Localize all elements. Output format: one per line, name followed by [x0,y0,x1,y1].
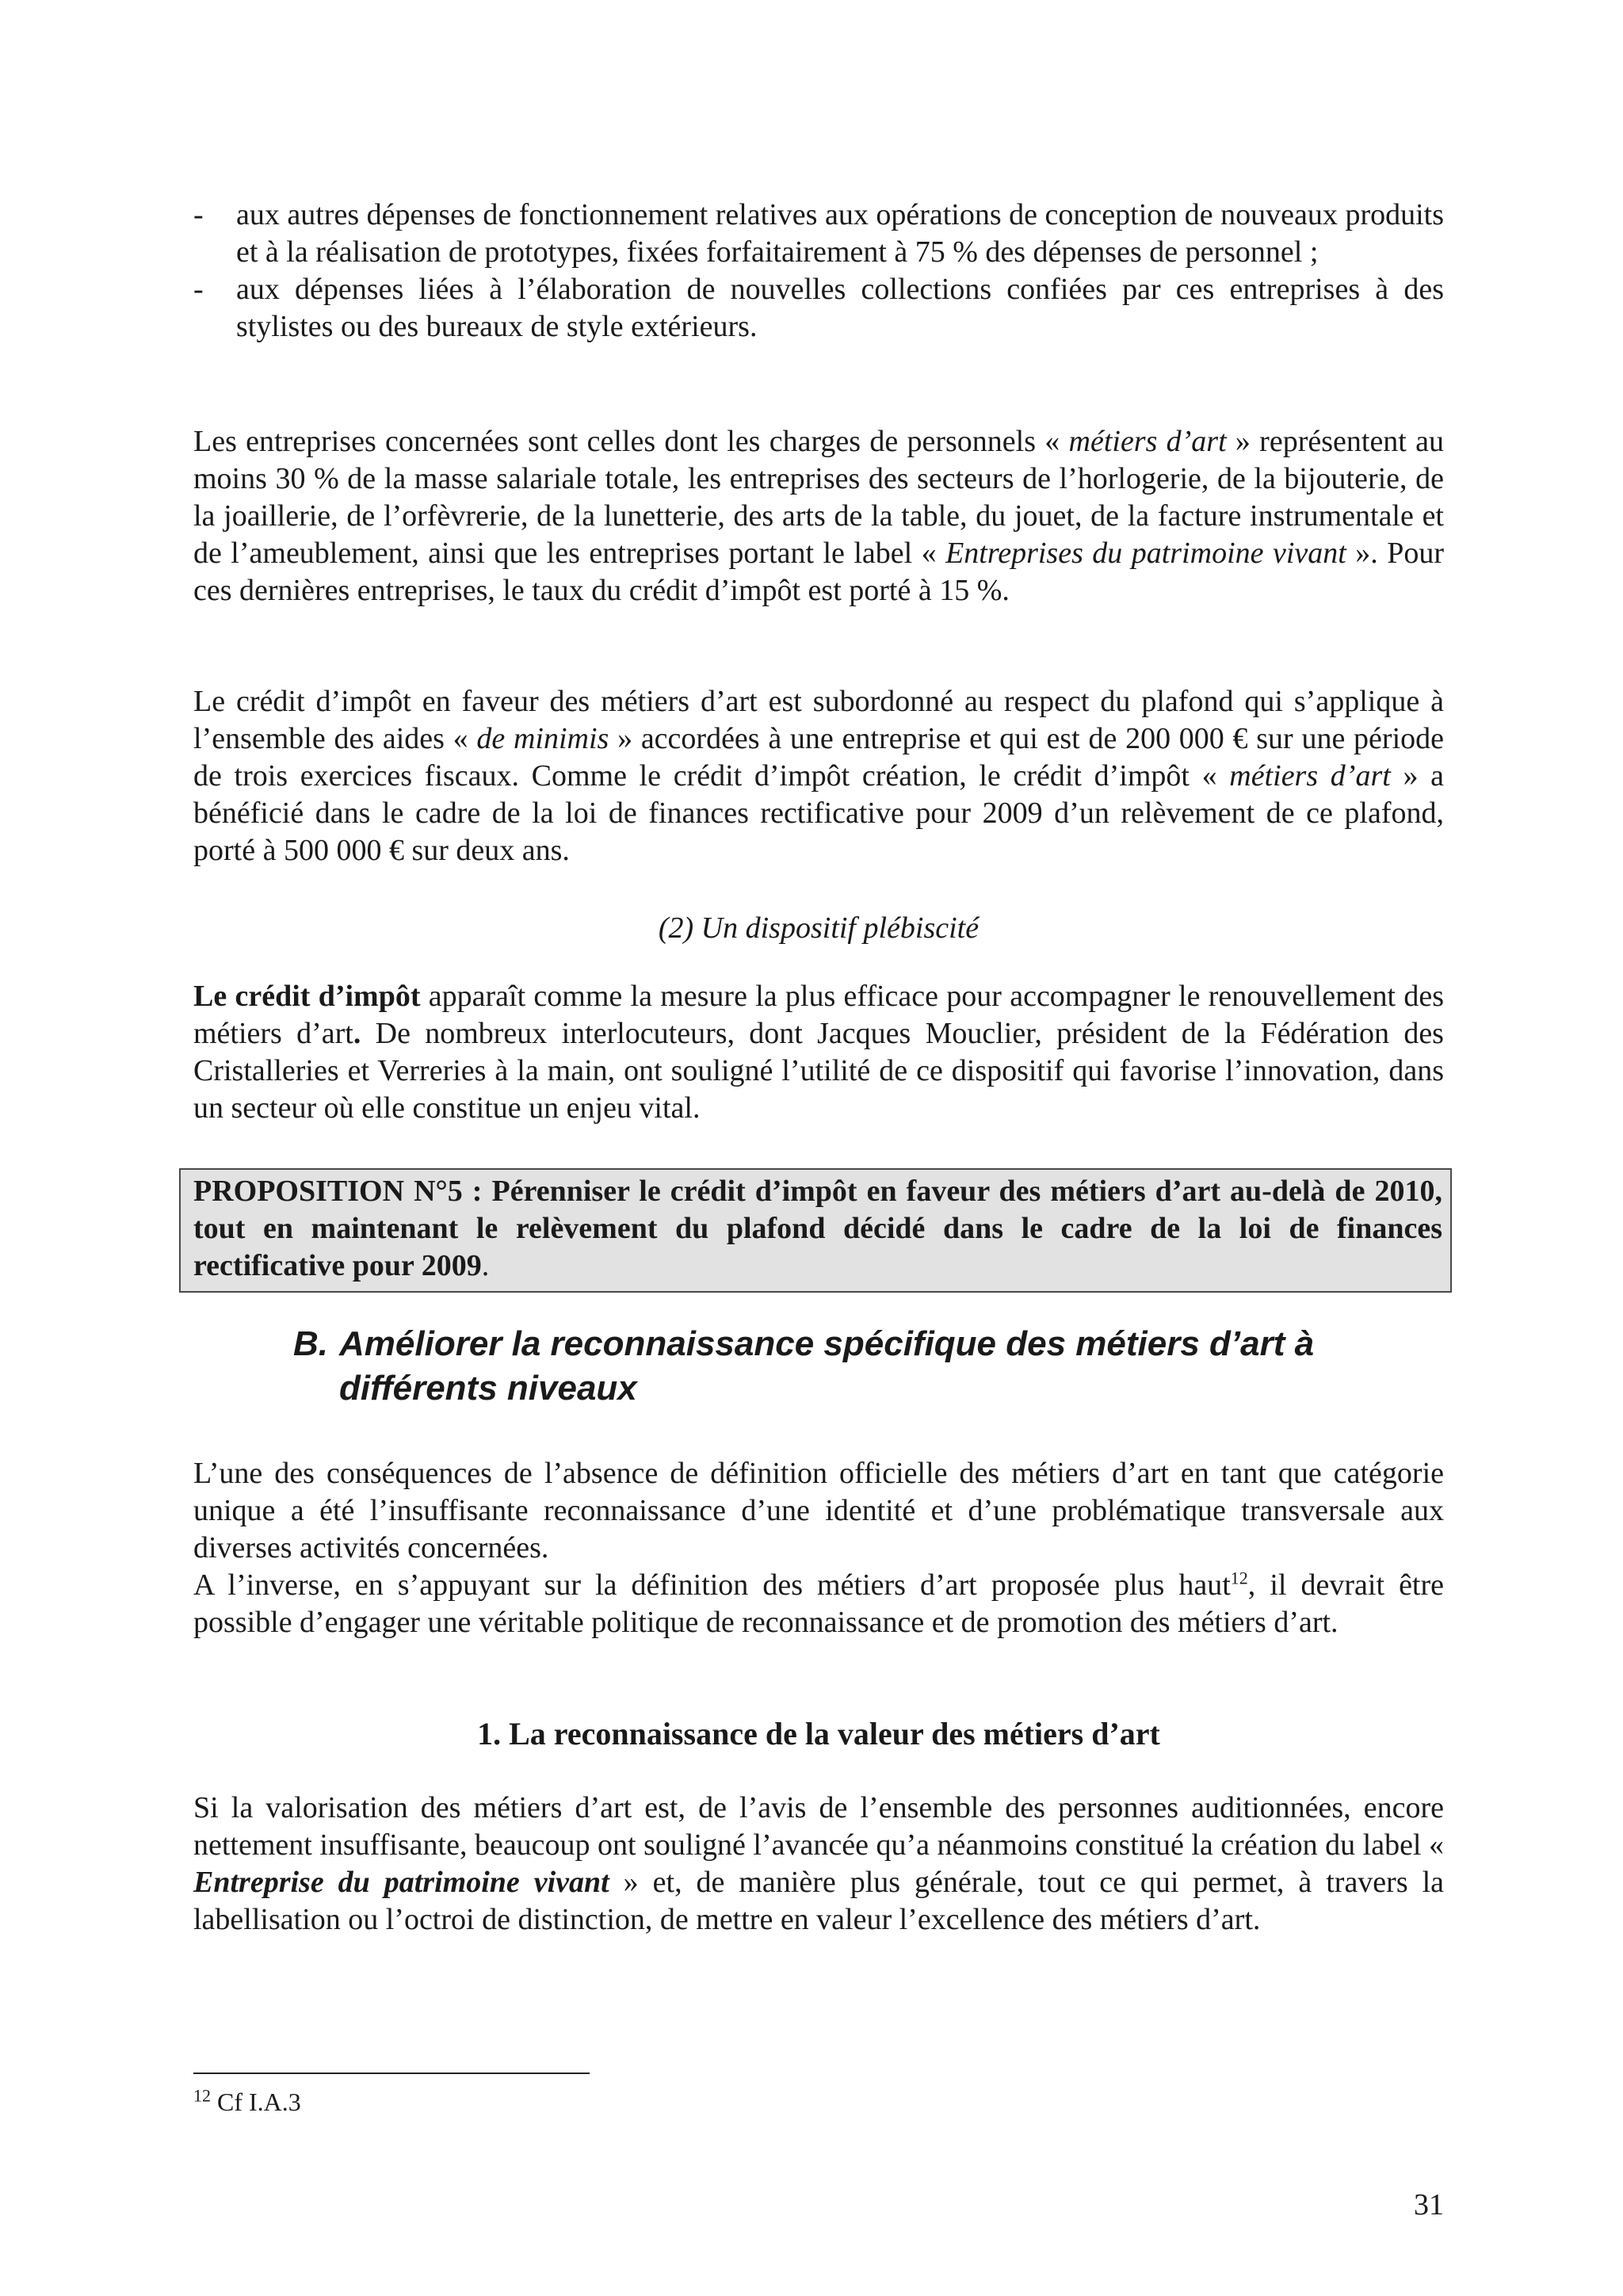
italic-run: Entreprises du patrimoine vivant [945,537,1346,570]
section-heading-b [293,1322,1444,1411]
page-number: 31 [1414,2188,1444,2222]
paragraph-plafond [193,683,1444,869]
bullet-list [193,197,1444,346]
bullet-marker: - [193,273,204,306]
bold-run: Le crédit d’impôt [193,980,421,1013]
footnote-divider [193,2073,590,2074]
italic-run: métiers d’art [1068,425,1227,458]
subheading [193,910,1444,947]
section-heading-1: 1. La reconnaissance de la valeur des métiers d’art [477,1716,1160,1752]
text-run: » a bénéficié dans le cadre de la loi de finances rectificative pour 2009 d’un relèvement de ce plafond, porté à 500 000 € sur deux ans. [193,759,1444,867]
proposition-box [179,1168,1452,1293]
section-number: B. [293,1324,328,1363]
text-run: A l’inverse, en s’appuyant sur la définition des métiers d’art proposée plus haut [193,1568,1231,1602]
text-run: Si la valorisation des métiers d’art est, de l’avis de l’ensemble des personnes auditionnées, encore nettement insuffisante, beaucoup ont souligné l’avancée qu’a néanmoins constitué la création du label « [193,1791,1444,1862]
text-run: De nombreux interlocuteurs, dont Jacques Mouclier, président de la Fédération des Cristalleries et Verreries à la main, ont souligné l’utilité de ce dispositif qui favorise l’innovation, dans un secteur où elle constitue un enjeu vital. [193,1017,1444,1125]
subheading-text: (2) Un dispositif plébiscité [658,911,980,945]
bold-run: . [353,1017,361,1050]
text-run: » et, de manière plus générale, tout ce qui permet, à travers la labellisation ou l’octroi de distinction, de mettre en valeur l’excellence des métiers d’art. [193,1866,1445,1936]
footnote [193,2086,301,2118]
footnote-text: Cf I.A.3 [211,2088,301,2116]
paragraph-dispositif [193,978,1444,1127]
text-run: Les entreprises concernées sont celles dont les charges de personnels « [193,425,1069,458]
footnote-number: 12 [193,2085,211,2106]
bold-italic-run: Entreprise du patrimoine vivant [193,1866,609,1899]
italic-run: métiers d’art [1229,759,1391,793]
text-run: » accordées à une entreprise et qui est de 200 000 € sur une période de trois exercices fiscaux. Comme le crédit d’impôt création, le crédit d’impôt « [193,722,1444,793]
paragraph-valorisation [193,1790,1444,1939]
text-run: . [481,1249,490,1282]
proposition-text: PROPOSITION N°5 : Pérenniser le crédit d’impôt en faveur des métiers d’art au-delà de 2010, tout en maintenant le relèvement du plafond décidé dans le cadre de la loi de finances rectificative pour 2009 [193,1175,1442,1282]
paragraph-text: L’une des conséquences de l’absence de définition officielle des métiers d’art en tant que catégorie unique a été l’insuffisante reconnaissance d’une identité et d’une problématique transversale aux diverses activités concernées. [193,1457,1444,1564]
text-run: » représentent au moins 30 % de la masse salariale totale, les entreprises des secteurs de l’horlogerie, de la bijouterie, de la joaillerie, de l’orfèvrerie, de la lunetterie, des arts de la table, du jouet, de la facture instrumentale et de l’ameublement, ainsi que les entreprises portant le label « [193,425,1444,570]
bullet-text: aux autres dépenses de fonctionnement relatives aux opérations de conception de nouveaux produits et à la réalisation de prototypes, fixées forfaitairement à 75 % des dépenses de personnel ; [236,198,1444,269]
bullet-item [193,197,1444,271]
section-title: Améliorer la reconnaissance spécifique des métiers d’art à différents niveaux [339,1324,1315,1408]
text-run: , il devrait être possible d’engager une véritable politique de reconnaissance et de promotion des métiers d’art. [193,1568,1445,1639]
italic-run: de minimis [476,722,609,755]
paragraph-consequences [193,1455,1444,1641]
text-run: apparaît comme la mesure la plus efficace pour accompagner le renouvellement des métiers d’art [193,980,1444,1050]
text-run: Le crédit d’impôt en faveur des métiers d’art est subordonné au respect du plafond qui s’applique à l’ensemble des aides « [193,685,1444,755]
bullet-item [193,271,1444,346]
bullet-marker: - [193,198,204,231]
text-run: ». Pour ces dernières entreprises, le taux du crédit d’impôt est porté à 15 %. [193,537,1444,607]
paragraph-entreprises-concernees [193,423,1444,609]
bullet-text: aux dépenses liées à l’élaboration de nouvelles collections confiées par ces entreprises à des stylistes ou des bureaux de style extérieurs. [236,273,1444,343]
footnote-ref[interactable]: 12 [1230,1568,1248,1588]
